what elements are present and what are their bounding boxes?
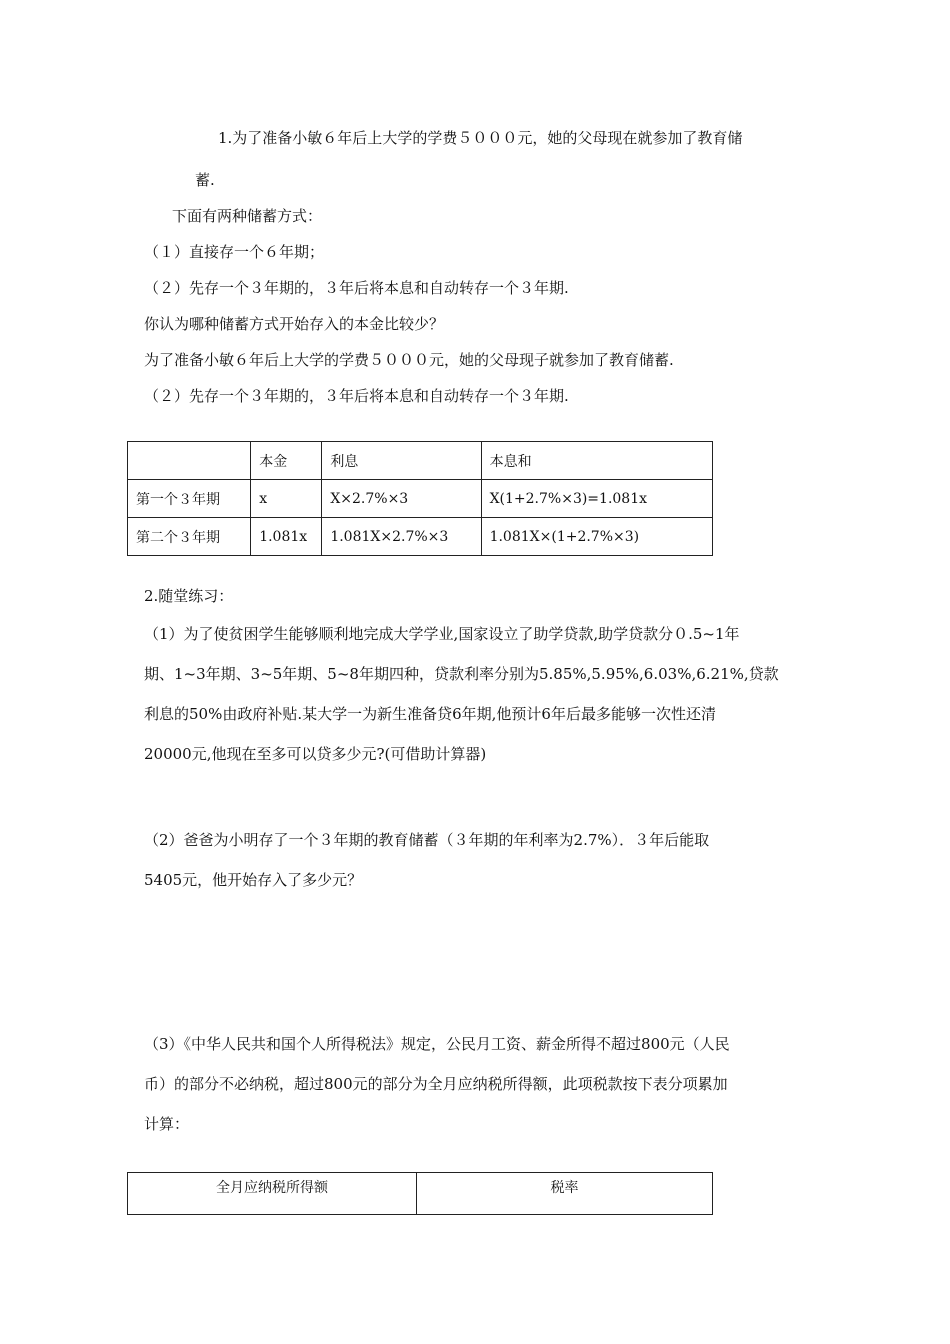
- practice-1-text: 期、1~3年期、3~5年期、5~8年期四种，贷款利率分别为5.85%,5.95%,6.03%,6.21%,贷款: [144, 665, 779, 683]
- problem-1-text: 1.为了准备小敏６年后上大学的学费５０００元，她的父母现在就参加了教育储: [218, 129, 743, 147]
- table-cell: 第一个３年期: [128, 480, 251, 518]
- table-cell: 1.081X×2.7%×3: [322, 518, 481, 556]
- practice-3-text: 计算：: [144, 1115, 190, 1133]
- table-header-row: [128, 442, 713, 480]
- savings-options-intro: 下面有两种储蓄方式：: [172, 207, 323, 225]
- practice-3-text: （3）《中华人民共和国个人所得税法》规定，公民月工资、薪金所得不超过800元（人民: [144, 1035, 730, 1053]
- practice-2-text: 5405元，他开始存入了多少元？: [144, 871, 363, 889]
- problem-1-text-cont: 蓄.: [195, 171, 215, 189]
- table-header-cell: [128, 442, 251, 480]
- table-cell: 1.081X×(1+2.7%×3): [481, 518, 712, 556]
- table-row: [128, 480, 713, 518]
- table-header-cell: 本金: [251, 442, 322, 480]
- tax-table: [127, 1172, 713, 1215]
- table-header-cell: 本息和: [481, 442, 712, 480]
- table-header-cell: 利息: [322, 442, 481, 480]
- table-cell: 1.081x: [251, 518, 322, 556]
- restated-option-2: （２）先存一个３年期的，３年后将本息和自动转存一个３年期.: [144, 387, 569, 405]
- question: 你认为哪种储蓄方式开始存入的本金比较少？: [144, 315, 445, 333]
- practice-1-text: 20000元,他现在至多可以贷多少元?(可借助计算器): [144, 745, 487, 763]
- table-header-cell: 全月应纳税所得额: [128, 1173, 417, 1215]
- table-cell: X(1+2.7%×3)=1.081x: [481, 480, 712, 518]
- practice-1-text: 利息的50%由政府补贴.某大学一为新生准备贷6年期,他预计6年后最多能够一次性还清: [144, 705, 716, 723]
- practice-heading: 2.随堂练习：: [144, 587, 234, 605]
- option-1: （１）直接存一个６年期；: [144, 243, 325, 261]
- practice-2-text: （2）爸爸为小明存了一个３年期的教育储蓄（３年期的年利率为2.7%）．３年后能取: [144, 831, 710, 849]
- table-header-row: [128, 1173, 713, 1215]
- table-cell: x: [251, 480, 322, 518]
- table-header-cell: 税率: [417, 1173, 713, 1215]
- savings-table: [127, 441, 713, 556]
- table-cell: X×2.7%×3: [322, 480, 481, 518]
- practice-1-text: （1）为了使贫困学生能够顺利地完成大学学业,国家设立了助学贷款,助学贷款分０.5~1年: [144, 625, 740, 643]
- table-row: [128, 518, 713, 556]
- table-cell: 第二个３年期: [128, 518, 251, 556]
- restated-problem: 为了准备小敏６年后上大学的学费５０００元，她的父母现子就参加了教育储蓄.: [144, 351, 674, 369]
- option-2: （２）先存一个３年期的，３年后将本息和自动转存一个３年期.: [144, 279, 569, 297]
- practice-3-text: 币）的部分不必纳税，超过800元的部分为全月应纳税所得额，此项税款按下表分项累加: [144, 1075, 728, 1093]
